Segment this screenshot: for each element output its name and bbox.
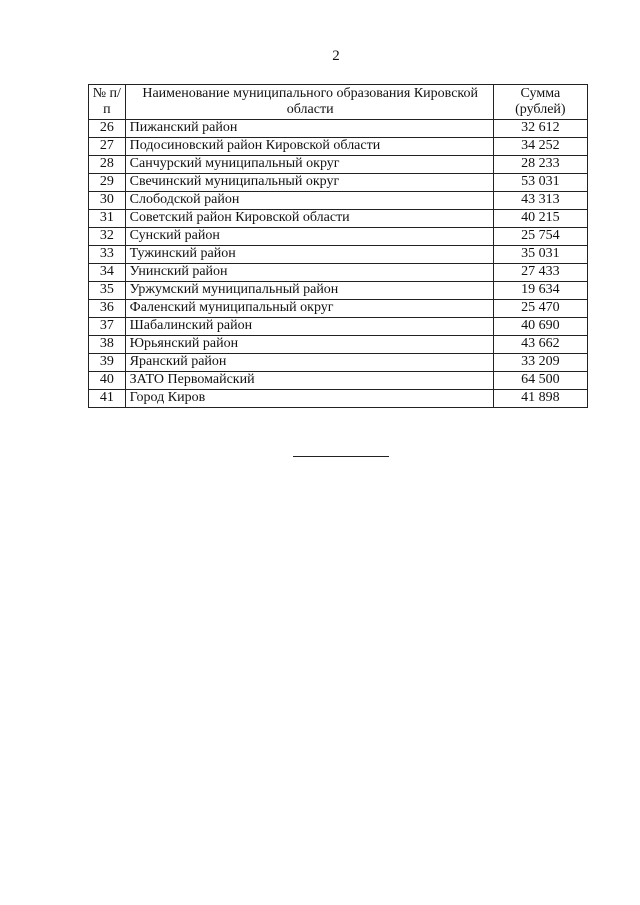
- row-municipality-name: Яранский район: [125, 354, 493, 372]
- table-row: [89, 246, 588, 264]
- row-municipality-name: Город Киров: [125, 390, 493, 408]
- row-number: 33: [89, 246, 126, 264]
- row-municipality-name: Уржумский муниципальный район: [125, 282, 493, 300]
- row-municipality-name: Слободской район: [125, 192, 493, 210]
- table-row: [89, 120, 588, 138]
- table-row: [89, 156, 588, 174]
- row-sum: 35 031: [493, 246, 587, 264]
- row-municipality-name: Пижанский район: [125, 120, 493, 138]
- row-number: 35: [89, 282, 126, 300]
- row-municipality-name: ЗАТО Первомайский: [125, 372, 493, 390]
- row-municipality-name: Подосиновский район Кировской области: [125, 138, 493, 156]
- header-municipality-name: Наименование муниципального образования Кировской области: [125, 85, 493, 120]
- row-number: 32: [89, 228, 126, 246]
- table-row: [89, 336, 588, 354]
- table-row: [89, 354, 588, 372]
- end-of-document-divider: [293, 456, 389, 457]
- row-number: 28: [89, 156, 126, 174]
- row-number: 30: [89, 192, 126, 210]
- table-row: [89, 138, 588, 156]
- row-number: 38: [89, 336, 126, 354]
- table-row: [89, 318, 588, 336]
- table-row: [89, 174, 588, 192]
- row-sum: 34 252: [493, 138, 587, 156]
- row-sum: 19 634: [493, 282, 587, 300]
- row-number: 37: [89, 318, 126, 336]
- table-row: [89, 192, 588, 210]
- row-sum: 40 690: [493, 318, 587, 336]
- table-row: [89, 282, 588, 300]
- row-sum: 41 898: [493, 390, 587, 408]
- header-number: № п/п: [89, 85, 126, 120]
- table-row: [89, 372, 588, 390]
- row-sum: 25 754: [493, 228, 587, 246]
- page-number: 2: [332, 48, 340, 64]
- row-municipality-name: Советский район Кировской области: [125, 210, 493, 228]
- table-row: [89, 264, 588, 282]
- row-sum: 40 215: [493, 210, 587, 228]
- row-municipality-name: Свечинский муниципальный округ: [125, 174, 493, 192]
- table-header-row: [89, 85, 588, 120]
- row-number: 27: [89, 138, 126, 156]
- row-number: 40: [89, 372, 126, 390]
- row-number: 29: [89, 174, 126, 192]
- table-row: [89, 390, 588, 408]
- row-sum: 28 233: [493, 156, 587, 174]
- row-number: 34: [89, 264, 126, 282]
- row-number: 39: [89, 354, 126, 372]
- table-row: [89, 228, 588, 246]
- row-sum: 53 031: [493, 174, 587, 192]
- row-municipality-name: Санчурский муниципальный округ: [125, 156, 493, 174]
- row-sum: 25 470: [493, 300, 587, 318]
- table-row: [89, 210, 588, 228]
- row-number: 36: [89, 300, 126, 318]
- row-number: 26: [89, 120, 126, 138]
- row-sum: 32 612: [493, 120, 587, 138]
- row-number: 41: [89, 390, 126, 408]
- row-municipality-name: Тужинский район: [125, 246, 493, 264]
- municipal-sums-table: [88, 84, 588, 408]
- row-municipality-name: Унинский район: [125, 264, 493, 282]
- row-municipality-name: Сунский район: [125, 228, 493, 246]
- row-sum: 43 313: [493, 192, 587, 210]
- header-sum: Сумма (рублей): [493, 85, 587, 120]
- row-sum: 27 433: [493, 264, 587, 282]
- row-sum: 64 500: [493, 372, 587, 390]
- row-number: 31: [89, 210, 126, 228]
- row-municipality-name: Фаленский муниципальный округ: [125, 300, 493, 318]
- row-sum: 43 662: [493, 336, 587, 354]
- row-sum: 33 209: [493, 354, 587, 372]
- row-municipality-name: Юрьянский район: [125, 336, 493, 354]
- row-municipality-name: Шабалинский район: [125, 318, 493, 336]
- table-row: [89, 300, 588, 318]
